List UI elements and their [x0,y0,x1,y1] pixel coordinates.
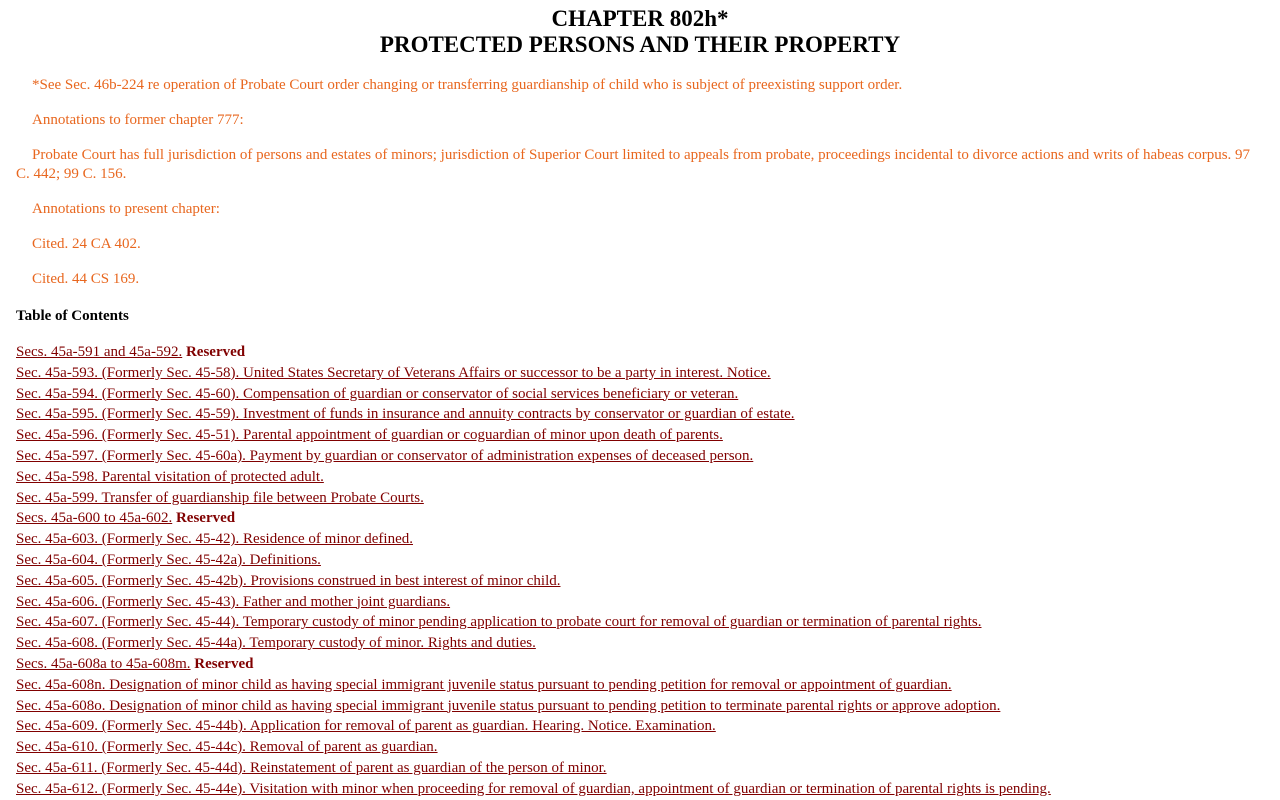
toc-item [16,612,1264,633]
toc-item [16,779,1264,800]
toc-link[interactable]: Sec. 45a-604. (Formerly Sec. 45-42a). Definitions. [16,551,321,568]
toc-item [16,675,1264,696]
annotation-citation: Cited. 44 CS 169. [32,271,140,287]
toc-link[interactable]: Sec. 45a-599. Transfer of guardianship file between Probate Courts. [16,489,424,506]
toc-link[interactable]: Secs. 45a-600 to 45a-602. [16,510,173,527]
toc-link[interactable]: Sec. 45a-608o. Designation of minor child as having special immigrant juvenile status pursuant to pending petition to terminate parental rights or approve adoption. [16,697,1001,714]
toc-item [16,404,1264,425]
toc-item [16,758,1264,779]
toc-item [16,446,1264,467]
toc-link[interactable]: Sec. 45a-608. (Formerly Sec. 45-44a). Temporary custody of minor. Rights and duties. [16,635,536,652]
toc-link[interactable]: Sec. 45a-611. (Formerly Sec. 45-44d). Reinstatement of parent as guardian of the person of minor. [16,759,607,776]
toc-link[interactable]: Sec. 45a-594. (Formerly Sec. 45-60). Compensation of guardian or conservator of social services beneficiary or veteran. [16,385,739,402]
toc-link[interactable]: Sec. 45a-605. (Formerly Sec. 45-42b). Provisions construed in best interest of minor child. [16,572,561,589]
toc-item [16,571,1264,592]
annotation-heading-present: Annotations to present chapter: [32,201,220,217]
toc-heading: Table of Contents [16,308,129,324]
toc-link[interactable]: Sec. 45a-597. (Formerly Sec. 45-60a). Payment by guardian or conservator of administration expenses of deceased person. [16,447,754,464]
reserved-label: Reserved [172,510,236,527]
toc-item [16,508,1264,529]
reserved-label: Reserved [190,655,254,672]
toc-item [16,467,1264,488]
toc-item [16,737,1264,758]
annotation-citation: Cited. 24 CA 402. [32,236,141,252]
toc-item [16,592,1264,613]
reserved-label: Reserved [182,344,246,360]
toc-item [16,488,1264,509]
toc-link[interactable]: Secs. 45a-608a to 45a-608m. [16,655,191,672]
toc-item [16,363,1264,384]
toc-link[interactable]: Sec. 45a-608n. Designation of minor child as having special immigrant juvenile status pursuant to pending petition for removal or appointment of guardian. [16,676,952,693]
annotation-note: *See Sec. 46b-224 re operation of Probate Court order changing or transferring guardianship of child who is subject of preexisting support order. [32,77,903,93]
chapter-title: CHAPTER 802h* [551,6,729,31]
toc-link[interactable]: Sec. 45a-607. (Formerly Sec. 45-44). Temporary custody of minor pending application to probate court for removal of guardian or termination of parental rights. [16,614,982,631]
toc-item [16,342,1264,363]
toc-link[interactable]: Sec. 45a-612. (Formerly Sec. 45-44e). Visitation with minor when proceeding for removal of guardian, appointment of guardian or termination of parental rights is pending. [16,780,1051,797]
toc-link[interactable]: Sec. 45a-610. (Formerly Sec. 45-44c). Removal of parent as guardian. [16,739,438,756]
toc-link[interactable]: Sec. 45a-603. (Formerly Sec. 45-42). Residence of minor defined. [16,531,413,548]
toc-link[interactable]: Sec. 45a-609. (Formerly Sec. 45-44b). Application for removal of parent as guardian. Hearing. Notice. Examination. [16,718,716,735]
toc-item [16,654,1264,675]
toc-link[interactable]: Sec. 45a-595. (Formerly Sec. 45-59). Investment of funds in insurance and annuity contracts by conservator or guardian of estate. [16,406,795,423]
annotations [16,76,1264,289]
toc-list [16,342,1264,800]
annotation-heading-former: Annotations to former chapter 777: [32,112,244,128]
toc-item [16,716,1264,737]
chapter-subtitle: PROTECTED PERSONS AND THEIR PROPERTY [379,32,901,57]
chapter-header [16,6,1264,58]
toc-link[interactable]: Secs. 45a-591 and 45a-592. [16,344,183,360]
toc-item [16,425,1264,446]
toc-item [16,384,1264,405]
toc-link[interactable]: Sec. 45a-598. Parental visitation of protected adult. [16,468,324,485]
toc-link[interactable]: Sec. 45a-593. (Formerly Sec. 45-58). United States Secretary of Veterans Affairs or successor to be a party in interest. Notice. [16,364,771,381]
annotation-note: Probate Court has full jurisdiction of persons and estates of minors; jurisdiction of Superior Court limited to appeals from probate, proceedings incidental to divorce actions and writs of habeas corpus. 97 C. 442; 99 C. 156. [16,147,1251,182]
toc-link[interactable]: Sec. 45a-606. (Formerly Sec. 45-43). Father and mother joint guardians. [16,593,451,610]
toc-link[interactable]: Sec. 45a-596. (Formerly Sec. 45-51). Parental appointment of guardian or coguardian of minor upon death of parents. [16,427,723,444]
toc-item [16,696,1264,717]
toc-item [16,529,1264,550]
toc-item [16,550,1264,571]
toc-item [16,633,1264,654]
